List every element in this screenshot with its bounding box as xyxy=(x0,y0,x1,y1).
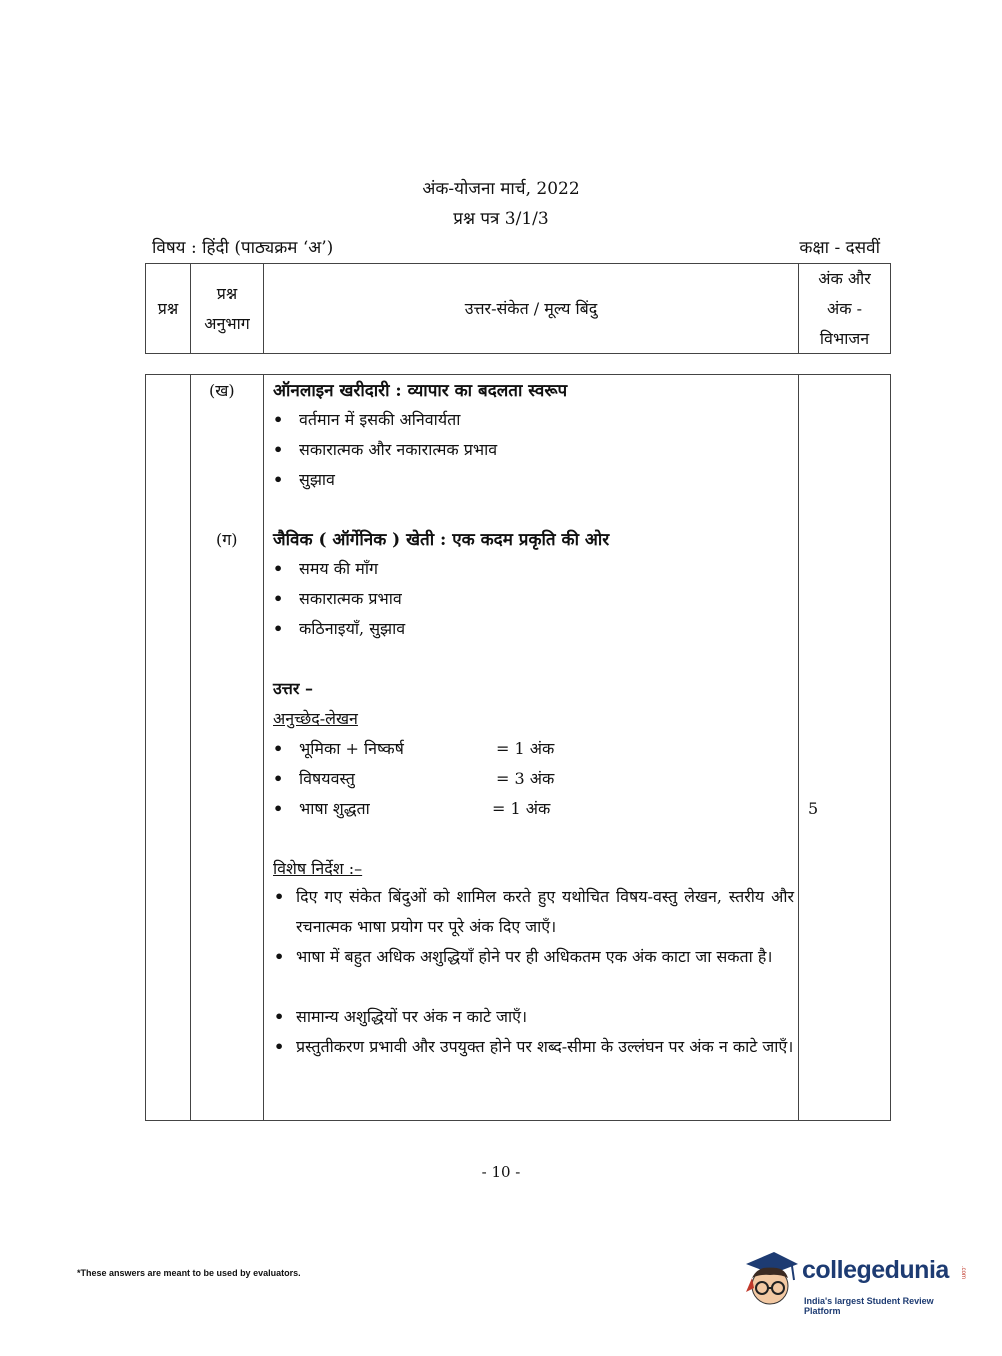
special-label: विशेष निर्देश :– xyxy=(273,859,363,878)
list-item: • सुझाव xyxy=(273,470,335,489)
paper-code: प्रश्न पत्र 3/1/3 xyxy=(453,209,549,229)
logo-suffix: .com xyxy=(960,1266,966,1280)
logo-text: collegedunia xyxy=(802,1256,949,1284)
answer-table xyxy=(145,374,891,1121)
section-heading-ga: जैविक ( ऑर्गेनिक ) खेती : एक कदम प्रकृति की ओर xyxy=(273,530,610,550)
logo-tagline: India's largest Student Review Platform xyxy=(804,1296,934,1316)
answer-label: उत्तर – xyxy=(273,679,313,698)
header-table xyxy=(145,263,891,354)
col-answer: उत्तर-संकेत / मूल्य बिंदु xyxy=(464,298,598,318)
list-item: • सकारात्मक और नकारात्मक प्रभाव xyxy=(273,440,498,459)
marks-row: • भाषा शुद्धता xyxy=(273,799,370,818)
col-marks: अंक और अंक - विभाजन xyxy=(818,268,871,348)
list-item: • कठिनाइयाँ, सुझाव xyxy=(273,619,406,638)
section-label-kha: (ख) xyxy=(209,381,235,400)
section-label-ga: (ग) xyxy=(216,530,238,549)
col-section: प्रश्न अनुभाग xyxy=(204,283,250,333)
list-item: • समय की माँग xyxy=(273,559,378,578)
list-item: • सकारात्मक प्रभाव xyxy=(273,589,402,608)
marks-value: = 1 अंक xyxy=(492,799,551,818)
total-marks: 5 xyxy=(808,799,819,818)
marks-row: • विषयवस्तु xyxy=(273,769,355,788)
footnote: *These answers are meant to be used by evaluators. xyxy=(77,1268,301,1278)
collegedunia-logo xyxy=(740,1248,970,1320)
marks-value: = 3 अंक xyxy=(496,769,555,788)
col-question: प्रश्न xyxy=(157,298,179,318)
note-item: • प्रस्तुतीकरण प्रभावी और उपयुक्त होने पर शब्द-सीमा के उल्लंघन पर अंक न काटे जाएँ। xyxy=(274,1037,794,1056)
subject-label: विषय : हिंदी (पाठ्यक्रम ‘अ’) xyxy=(152,238,334,258)
section-heading-kha: ऑनलाइन खरीदारी : व्यापार का बदलता स्वरूप xyxy=(273,381,568,401)
page-number: - 10 - xyxy=(481,1163,521,1181)
marks-value: = 1 अंक xyxy=(496,739,555,758)
marks-row: • भूमिका + निष्कर्ष xyxy=(273,739,404,758)
class-label: कक्षा - दसवीं xyxy=(799,238,880,258)
doc-title: अंक-योजना मार्च, 2022 xyxy=(422,179,580,199)
answer-type: अनुच्छेद-लेखन xyxy=(273,709,358,728)
note-item: • भाषा में बहुत अधिक अशुद्धियाँ होने पर ही अधिकतम एक अंक काटा जा सकता है। xyxy=(274,947,773,966)
list-item: • वर्तमान में इसकी अनिवार्यता xyxy=(273,410,461,429)
note-item: • सामान्य अशुद्धियों पर अंक न काटे जाएँ। xyxy=(274,1007,528,1026)
mascot-icon xyxy=(740,1248,802,1312)
note-item: • दिए गए संकेत बिंदुओं को शामिल करते हुए यथोचित विषय-वस्तु लेखन, स्तरीय और रचनात्मक भाषा प्रयोग पर पूरे अंक दिए जाएँ। xyxy=(274,887,794,936)
